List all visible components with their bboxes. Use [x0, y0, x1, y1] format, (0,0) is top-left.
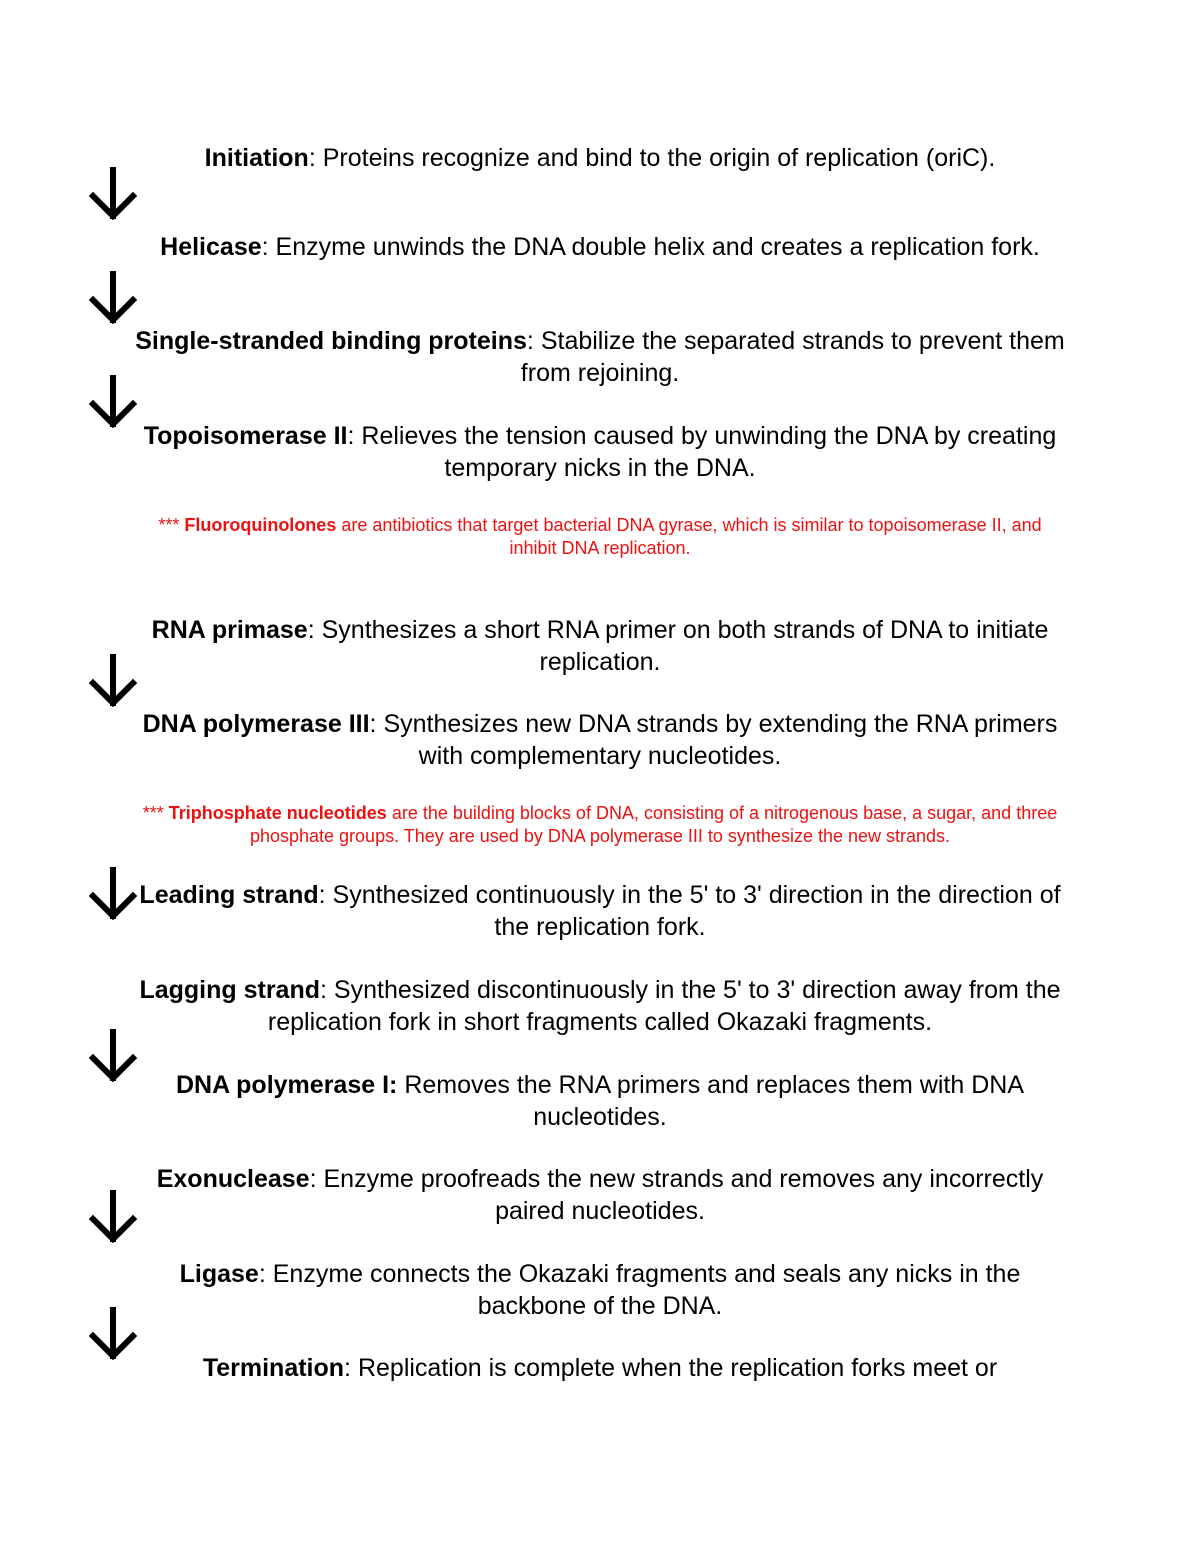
step-desc: Synthesized discontinuously in the 5' to 3' direction away from the replication fork in short fragments called Okazaki fragments. [267, 976, 1061, 1036]
down-arrow-icon [88, 653, 138, 709]
step-leading-strand [135, 879, 1065, 943]
step-dna-polymerase-i [135, 1069, 1065, 1133]
step-termination [135, 1352, 1065, 1384]
step-sep: : [309, 1165, 324, 1193]
step-ssb-proteins [135, 325, 1065, 389]
down-arrow-icon [88, 1306, 138, 1362]
step-desc: Relieves the tension caused by unwinding the DNA by creating temporary nicks in the DNA. [361, 422, 1057, 482]
step-term: Helicase [160, 233, 262, 261]
step-term: Single-stranded binding proteins [135, 327, 527, 355]
note-desc: are antibiotics that target bacterial DNA gyrase, which is similar to topoisomerase II, and inhibit DNA replication. [336, 515, 1042, 558]
step-topoisomerase-ii [135, 420, 1065, 484]
step-sep: : [526, 327, 541, 355]
step-sep: : [308, 144, 323, 172]
step-term: DNA polymerase III [142, 710, 370, 738]
down-arrow-icon [88, 1028, 138, 1084]
step-initiation [135, 142, 1065, 174]
step-sep: : [320, 976, 334, 1004]
step-term: Initiation [204, 144, 309, 172]
note-term: Triphosphate nucleotides [168, 803, 387, 823]
step-term: DNA polymerase I: [175, 1071, 398, 1099]
down-arrow-icon [88, 270, 138, 326]
step-sep: : [261, 233, 276, 261]
step-sep: : [307, 616, 322, 644]
step-desc: Replication is complete when the replication forks meet or [357, 1354, 998, 1382]
note-desc: are the building blocks of DNA, consisting of a nitrogenous base, a sugar, and three phosphate groups. They are used by DNA polymerase III to synthesize the new strands. [249, 803, 1058, 846]
step-dna-polymerase-iii [135, 708, 1065, 772]
step-term: RNA primase [151, 616, 308, 644]
step-helicase [135, 231, 1065, 263]
step-term: Lagging strand [139, 976, 321, 1004]
step-exonuclease [135, 1163, 1065, 1227]
step-sep: : [258, 1260, 273, 1288]
step-desc: Synthesizes a short RNA primer on both strands of DNA to initiate replication. [321, 616, 1049, 676]
down-arrow-icon [88, 866, 138, 922]
note-prefix: *** [158, 515, 185, 535]
step-desc: Enzyme connects the Okazaki fragments and seals any nicks in the backbone of the DNA. [272, 1260, 1021, 1320]
step-term: Leading strand [139, 881, 319, 909]
step-desc: Stabilize the separated strands to prevent them from rejoining. [520, 327, 1065, 387]
step-lagging-strand [135, 974, 1065, 1038]
note-prefix: *** [142, 803, 169, 823]
note-term: Fluoroquinolones [184, 515, 337, 535]
step-sep: : [369, 710, 384, 738]
step-term: Exonuclease [156, 1165, 310, 1193]
step-term: Topoisomerase II [143, 422, 348, 450]
note-triphosphate-nucleotides [135, 802, 1065, 848]
step-desc: Synthesized continuously in the 5' to 3' direction in the direction of the replication fork. [332, 881, 1061, 941]
step-desc: Removes the RNA primers and replaces them with DNA nucleotides. [404, 1071, 1024, 1131]
step-desc: Enzyme proofreads the new strands and removes any incorrectly paired nucleotides. [323, 1165, 1044, 1225]
step-ligase [135, 1258, 1065, 1322]
step-desc: Synthesizes new DNA strands by extending the RNA primers with complementary nucleotides. [383, 710, 1058, 770]
step-term: Termination [202, 1354, 345, 1382]
step-sep: : [347, 422, 362, 450]
down-arrow-icon [88, 374, 138, 430]
step-desc: Proteins recognize and bind to the origin of replication (oriC). [322, 144, 996, 172]
step-sep: : [344, 1354, 358, 1382]
note-fluoroquinolones [135, 514, 1065, 560]
step-desc: Enzyme unwinds the DNA double helix and creates a replication fork. [275, 233, 1040, 261]
down-arrow-icon [88, 1189, 138, 1245]
step-sep: : [318, 881, 333, 909]
step-term: Ligase [179, 1260, 259, 1288]
step-rna-primase [135, 614, 1065, 678]
down-arrow-icon [88, 166, 138, 222]
